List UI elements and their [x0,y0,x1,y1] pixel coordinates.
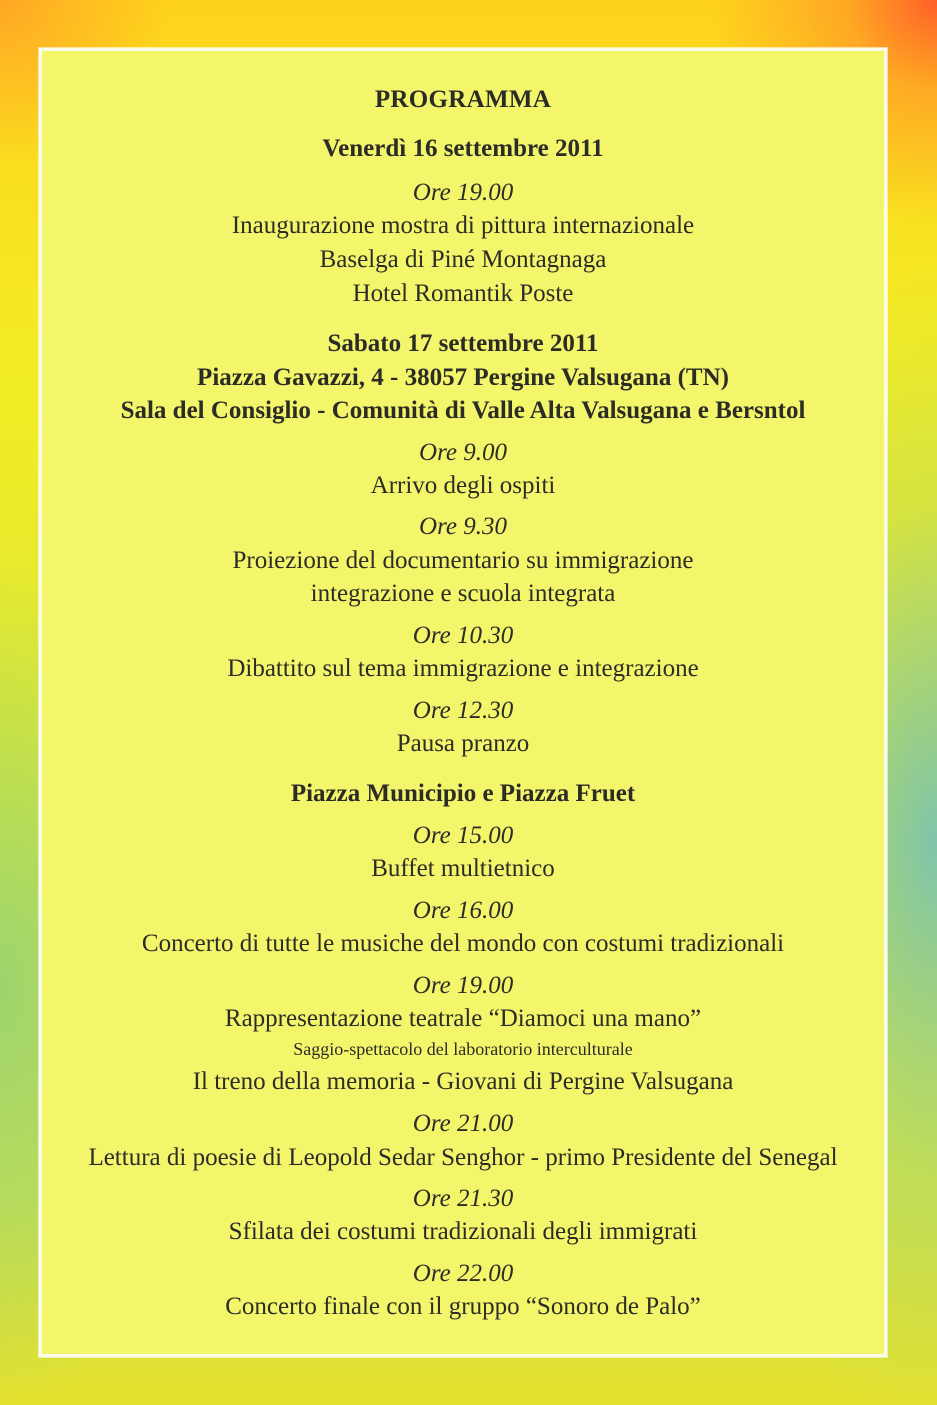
event-time: Ore 22.00 [412,1260,514,1287]
event-time: Ore 19.00 [412,179,514,206]
programme-title: PROGRAMMA [374,86,552,113]
venue2-name: Piazza Municipio e Piazza Fruet [290,780,636,807]
venue1-address: Piazza Gavazzi, 4 - 38057 Pergine Valsugana (TN) [197,364,729,391]
event-time: Ore 12.30 [412,697,514,724]
event-time: Ore 9.30 [419,513,507,540]
event-description: Lettura di poesie di Leopold Sedar Senghor - primo Presidente del Senegal [88,1144,838,1171]
event-time: Ore 15.00 [412,822,514,849]
event-description: integrazione e scuola integrata [310,580,616,607]
event-time: Ore 9.00 [419,439,507,466]
event-description: Arrivo degli ospiti [370,472,556,499]
event-subtitle: Saggio-spettacolo del laboratorio interculturale [293,1039,633,1059]
event-location: Baselga di Piné Montagnaga [319,246,607,273]
event-time: Ore 21.00 [412,1110,514,1137]
event-description: Proiezione del documentario su immigrazione [232,547,694,574]
day2-date: Sabato 17 settembre 2011 [327,330,599,357]
event-description: Buffet multietnico [371,855,555,882]
event-description: Il treno della memoria - Giovani di Pergine Valsugana [192,1068,734,1095]
event-time: Ore 21.30 [412,1185,514,1212]
event-description: Concerto finale con il gruppo “Sonoro de Palo” [225,1293,701,1320]
event-venue: Hotel Romantik Poste [352,280,574,307]
event-description: Pausa pranzo [396,730,530,757]
event-description: Sfilata dei costumi tradizionali degli immigrati [228,1218,698,1245]
event-time: Ore 16.00 [412,897,514,924]
programme-card [39,48,887,1357]
event-time: Ore 10.30 [412,622,514,649]
event-description: Concerto di tutte le musiche del mondo con costumi tradizionali [141,930,785,957]
event-description: Dibattito sul tema immigrazione e integrazione [227,655,699,682]
venue1-name: Sala del Consiglio - Comunità di Valle Alta Valsugana e Bersntol [120,397,806,424]
event-time: Ore 19.00 [412,972,514,999]
event-description: Inaugurazione mostra di pittura internazionale [231,212,695,239]
day1-date: Venerdì 16 settembre 2011 [322,135,604,162]
event-description: Rappresentazione teatrale “Diamoci una mano” [224,1005,702,1032]
